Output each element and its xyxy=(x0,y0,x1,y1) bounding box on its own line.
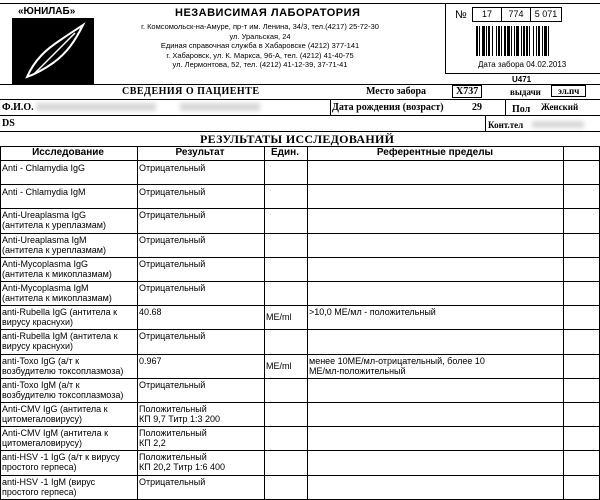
result-value xyxy=(139,356,263,366)
address-line: г. Хабаровск, ул. К. Маркса, 96-А, тел. (4212) 41-40-75 xyxy=(166,50,354,60)
test-name xyxy=(2,331,136,351)
reference-range-line: >10,0 МЕ/мл - положительный xyxy=(309,307,436,318)
test-name-line: Anti-Mycoplasma IgM xyxy=(2,283,89,293)
table-grid-line xyxy=(0,426,600,427)
result-value-line: Отрицательный xyxy=(139,331,206,342)
test-name xyxy=(2,187,136,197)
result-value-line: Отрицательный xyxy=(139,379,206,390)
test-name-line: Anti-Mycoplasma IgG xyxy=(2,258,89,269)
test-name-line: anti-Toxo IgG (а/т к xyxy=(2,355,80,366)
barcode-bar xyxy=(498,26,500,56)
table-grid-line xyxy=(0,402,600,403)
test-name xyxy=(2,163,136,173)
table-grid-line xyxy=(264,146,265,500)
barcode-bar xyxy=(544,26,547,56)
logo-label: «ЮНИЛАБ» xyxy=(18,6,76,17)
unit-value: ME/ml xyxy=(266,360,292,371)
column-header-test: Исследование xyxy=(32,148,104,158)
test-name xyxy=(2,307,136,327)
column-header-ref: Референтные пределы xyxy=(376,148,494,158)
collection-date: Дата забора 04.02.2013 xyxy=(478,60,567,69)
test-name-line: простого герпеса) xyxy=(2,462,77,473)
test-name-line: anti-HSV -1 IgG (а/т к вирусу xyxy=(2,452,120,463)
result-value-line: Отрицательный xyxy=(139,187,206,198)
barcode-bar xyxy=(496,26,497,56)
barcode-bar xyxy=(504,26,506,56)
table-grid-line xyxy=(563,146,564,500)
reference-range-line: МЕ/мл-положительный xyxy=(309,365,406,376)
table-grid-line xyxy=(0,233,600,234)
test-name-line: возбудителю токсоплазмоза) xyxy=(2,389,124,400)
barcode-bar xyxy=(538,26,540,56)
test-name-line: простого герпеса) xyxy=(2,486,77,497)
reference-range-line: менее 10МЕ/мл-отрицательный, более 10 xyxy=(309,355,485,366)
test-name xyxy=(2,380,136,400)
barcode-bar xyxy=(548,26,549,56)
fio-redacted xyxy=(36,103,156,111)
result-value-line: Отрицательный xyxy=(139,476,206,487)
sex-value: Женский xyxy=(541,102,579,112)
sample-code: U471 xyxy=(512,75,532,84)
fio-redacted xyxy=(180,103,260,111)
test-name xyxy=(2,428,136,448)
table-grid-line xyxy=(137,146,138,500)
fio-label: Ф.И.О. xyxy=(2,102,34,113)
test-name xyxy=(2,477,136,497)
barcode-bar xyxy=(486,26,487,56)
table-grid-line xyxy=(0,281,600,282)
test-name-line: Anti - Chlamydia IgM xyxy=(2,187,86,198)
result-value-line: Отрицательный xyxy=(139,283,206,293)
unit-value: ME/ml xyxy=(266,312,292,323)
table-grid-line xyxy=(0,305,600,306)
table-grid-line xyxy=(0,160,600,161)
table-grid-line xyxy=(0,257,600,258)
table-grid-line xyxy=(0,450,600,451)
result-value xyxy=(139,404,263,424)
test-name xyxy=(2,356,136,376)
result-value-line: 40.68 xyxy=(139,307,162,318)
result-value-line: Положительный xyxy=(139,404,207,414)
barcode-bar xyxy=(479,26,480,56)
result-value-line: 0.967 xyxy=(139,355,162,366)
test-name xyxy=(2,404,136,424)
lab-title: НЕЗАВИСИМАЯ ЛАБОРАТОРИЯ xyxy=(175,7,361,19)
result-value xyxy=(139,235,263,245)
result-value-line: Отрицательный xyxy=(139,258,206,269)
table-grid-line xyxy=(0,475,600,476)
result-value-line: Положительный xyxy=(139,452,207,463)
table-grid-line xyxy=(307,146,308,500)
result-value xyxy=(139,283,263,293)
result-value xyxy=(139,452,263,472)
test-name-line: цитомегаловирусу) xyxy=(2,414,82,424)
test-name-line: (антитела к уреплазмам) xyxy=(2,244,106,255)
result-value xyxy=(139,380,263,390)
collection-place-value: X737 xyxy=(452,85,482,98)
result-value xyxy=(139,187,263,197)
test-name xyxy=(2,452,136,472)
barcode xyxy=(474,26,584,56)
patient-section-title: СВЕДЕНИЯ О ПАЦИЕНТЕ xyxy=(122,86,260,97)
address-line: ул. Лермонтова, 52, тел. (4212) 41-12-39, 37-71-41 xyxy=(172,60,348,70)
barcode-bar xyxy=(521,26,522,56)
test-name-line: возбудителю токсоплазмоза) xyxy=(2,365,124,376)
test-name xyxy=(2,283,136,303)
address-line: Единая справочная служба в Хабаровске (4212) 377-141 xyxy=(160,41,360,51)
test-name-line: Anti-Ureaplasma IgG xyxy=(2,210,87,221)
number-part-2: 774 xyxy=(501,7,531,22)
address-block xyxy=(100,22,420,70)
result-value-line: Отрицательный xyxy=(139,210,206,221)
test-name-line: anti-Rubella IgM (антитела к xyxy=(2,331,118,342)
test-name-line: вирусу краснухи) xyxy=(2,341,74,352)
test-name-line: вирусу краснухи) xyxy=(2,317,74,328)
test-name-line: Anti-Ureaplasma IgM xyxy=(2,234,87,245)
contact-redacted xyxy=(532,121,584,128)
barcode-bar xyxy=(529,26,530,56)
barcode-bar xyxy=(536,26,537,56)
reference-range xyxy=(309,307,562,317)
result-value xyxy=(139,259,263,269)
logo-emblem-icon xyxy=(13,19,93,84)
logo xyxy=(12,18,94,85)
number-part-3: 5 071 xyxy=(530,7,562,22)
column-header-unit: Един. xyxy=(271,148,299,158)
barcode-bar xyxy=(533,26,534,56)
test-name-line: (антитела к микоплазмам) xyxy=(2,293,112,303)
column-header-result: Результат xyxy=(175,148,225,158)
test-name-line: anti-HSV -1 IgM (вирус xyxy=(2,476,96,487)
contact-label: Конт.тел xyxy=(488,120,524,130)
result-value-line: КП 9,7 Титр 1:3 200 xyxy=(139,414,221,424)
test-name xyxy=(2,210,136,230)
test-name-line: Anti - Chlamydia IgG xyxy=(2,163,86,173)
barcode-bar xyxy=(476,26,478,56)
number-symbol: № xyxy=(455,9,467,21)
table-grid-line xyxy=(0,329,600,330)
test-name xyxy=(2,235,136,255)
result-value xyxy=(139,477,263,487)
barcode-bar xyxy=(514,26,515,56)
result-value xyxy=(139,307,263,317)
age-value: 29 xyxy=(472,102,482,113)
table-grid-line xyxy=(0,146,1,500)
test-name-line: (антитела к микоплазмам) xyxy=(2,268,112,279)
table-grid-line xyxy=(0,378,600,379)
address-line: г. Комсомольск-на-Амуре, пр-т им. Ленина, 34/3, тел.(4217) 25-72-30 xyxy=(141,22,379,31)
result-value xyxy=(139,331,263,341)
sex-label: Пол xyxy=(512,104,531,115)
result-value-line: Отрицательный xyxy=(139,163,206,173)
barcode-bar xyxy=(501,26,502,56)
result-value xyxy=(139,428,263,448)
number-part-1: 17 xyxy=(472,7,502,22)
result-value-line: КП 2,2 xyxy=(139,438,166,449)
table-grid-line xyxy=(0,208,600,209)
address-line: ул. Уральская, 24 xyxy=(229,31,291,41)
test-name-line: Anti-CMV IgG (антитела к xyxy=(2,404,108,414)
result-value-line: Положительный xyxy=(139,428,207,439)
test-name-line: (антитела к уреплазмам) xyxy=(2,220,106,231)
result-value xyxy=(139,163,263,173)
test-name xyxy=(2,259,136,279)
result-value-line: КП 20,2 Титр 1:6 400 xyxy=(139,462,226,473)
test-name-line: anti-Toxo IgM (а/т к xyxy=(2,379,80,390)
result-value-line: Отрицательный xyxy=(139,234,206,245)
ds-label: DS xyxy=(2,118,15,129)
barcode-bar xyxy=(523,26,525,56)
table-grid-line xyxy=(0,184,600,185)
barcode-bar xyxy=(526,26,528,56)
barcode-bar xyxy=(516,26,519,56)
barcode-bar xyxy=(511,26,512,56)
reference-range xyxy=(309,356,562,376)
barcode-bar xyxy=(482,26,485,56)
table-grid-line xyxy=(0,354,600,355)
test-name-line: цитомегаловирусу) xyxy=(2,438,82,449)
barcode-bar xyxy=(542,26,543,56)
test-name-line: anti-Rubella IgG (антитела к xyxy=(2,307,118,318)
result-value xyxy=(139,210,263,220)
barcode-bar xyxy=(492,26,493,56)
collection-place-label: Место забора xyxy=(366,86,427,97)
dob-label: Дата рождения (возраст) xyxy=(332,102,444,113)
barcode-bar xyxy=(488,26,490,56)
issue-value: эл.пч xyxy=(551,85,586,97)
barcode-icon xyxy=(474,26,584,56)
barcode-bar xyxy=(507,26,510,56)
issue-label: выдачи xyxy=(510,87,541,97)
test-name-line: Anti-CMV IgM (антитела к xyxy=(2,428,109,439)
results-title: РЕЗУЛЬТАТЫ ИССЛЕДОВАНИЙ xyxy=(200,132,395,146)
